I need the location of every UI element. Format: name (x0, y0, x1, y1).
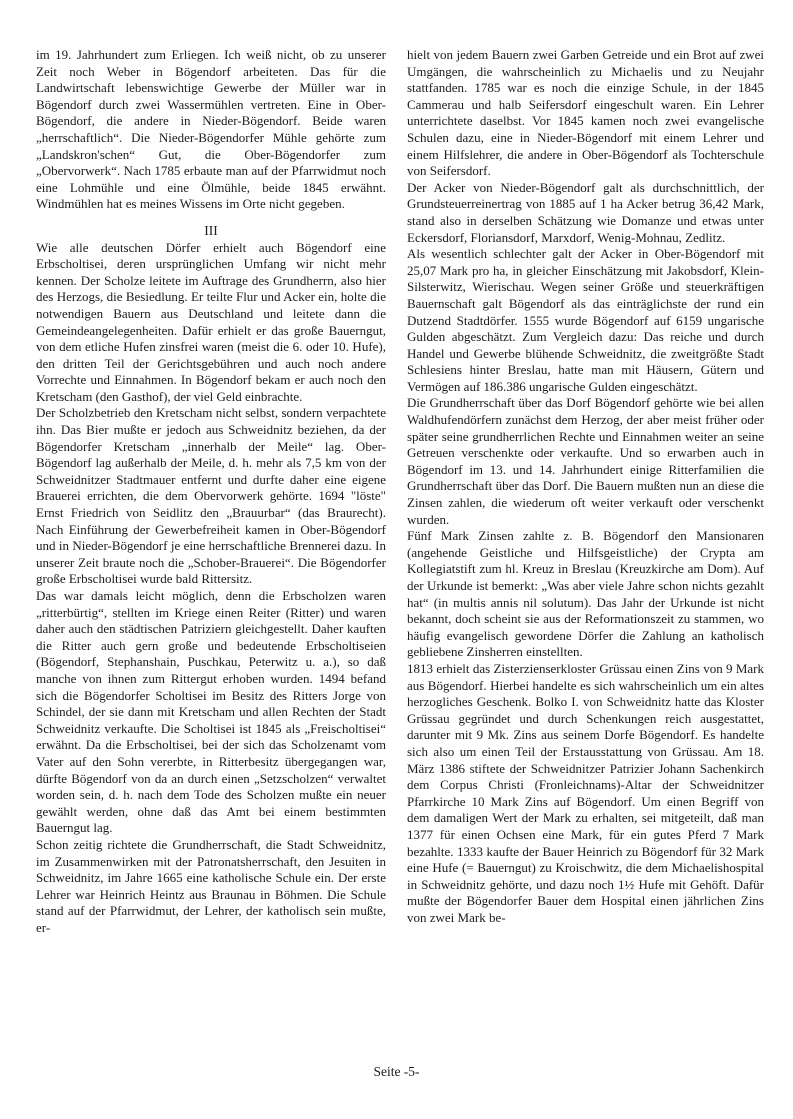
paragraph: Als wesentlich schlechter galt der Acker in Ober-Bögendorf mit 25,07 Mark pro ha, in gleicher Einschätzung mit Jakobsdorf, Klein-Silsterwitz, Wierischau. Wegen seiner Größe und steuerkräftigen Bauernschaft galt Bögendorf als das einträglichste der rund ein Dutzend Stadtdörfer. 1555 wurde Bögendorf auf 6159 ungarische Gulden abgeschätzt. Zum Vergleich dazu: Das reiche und durch Handel und Gewerbe blühende Schweidnitz, die zweitgrößte Stadt Schlesiens hinter Breslau, hatte man mit Häusern, Gütern und Vermögen auf 186.386 ungarische Gulden eingeschätzt. (407, 246, 764, 394)
section-heading: III (204, 222, 218, 238)
paragraph: Das war damals leicht möglich, denn die Erbscholzen waren „ritterbürtig“, stellten im Kriege einen Reiter (Ritter) und waren daher auch den städtischen Patriziern gleichgestellt. Daher kauften die Ritter auch gern große und bedeutende Erbscholtiseien (Bögendorf, Stephanshain, Puschkau, Peterwitz u. a.), so daß manche von ihnen zum Rittergut erhoben wurden. 1494 befand sich die Bögendorfer Scholtisei im Besitz des Ritters Jorge von Schindel, der sie dann mit Kretscham und allen Rechten der Stadt Schweidnitz verkaufte. Die Scholtisei ist 1845 als „Freischoltisei“ erwähnt. Da die Erbscholtisei, bei der sich das Scholzenamt vom Vater auf den Sohn vererbte, in Ritterbesitz übergegangen war, dürfte Bögendorf von da an durch einen „Setzscholzen“ verwaltet worden sein, d. h. nach dem Tode des Scholzen mußte ein neuer gewählt werden, ohne daß das Amt bei einem bestimmten Bauerngut lag. (36, 588, 386, 836)
paragraph: Die Grundherrschaft über das Dorf Bögendorf gehörte wie bei allen Waldhufendörfern zunächst dem Herzog, der aber meist früher oder später seine grundherrlichen Rechte und Einnahmen weiter an seine Getreuen verschenkte oder verkaufte. Und so erwarben auch in Bögendorf im 13. und 14. Jahrhundert einige Ritterfamilien die Grundherrschaft über das Dorf. Die Bauern mußten nun an diese die Zinsen zahlen, die wiederum oft weiter verkauft oder verschenkt wurden. (407, 395, 764, 527)
page-number: Seite -5- (373, 1064, 420, 1079)
paragraph: Der Scholzbetrieb den Kretscham nicht selbst, sondern verpachtete ihn. Das Bier mußte er jedoch aus Schweidnitz beziehen, da der Bögendorfer Kretscham „innerhalb der Meile“ lag. Ober-Bögendorf lag außerhalb der Meile, d. h. mehr als 7,5 km von der Schweidnitzer Stadtmauer entfernt und durfte daher eine eigene Brauerei errichten, die dem Obervorwerk gehörte. 1694 "löste" Ernst Friedrich von Seidlitz den „Brauurbar“ (das Braurecht). Nach Einführung der Gewerbefreiheit kamen in Ober-Bögendorf und in Nieder-Bögendorf je eine herrschaftliche Brennerei dazu. In unserer Zeit braute noch die „Schober-Brauerei“. Die Bögendorfer große Erbscholtisei wurde bald Rittersitz. (36, 405, 386, 587)
right-column (407, 47, 764, 936)
paragraph: hielt von jedem Bauern zwei Garben Getreide und ein Brot auf zwei Umgängen, die wahrscheinlich zu Michaelis und zu Neujahr stattfanden. 1785 war es noch die einzige Schule, in der 1845 Cammerau und halb Seifersdorf eingeschult waren. Ein Lehrer unterrichtete daselbst. Vor 1845 kamen noch zwei evangelische Schulen dazu, eine in Nieder-Bögendorf mit einem Lehrer und einem Hilfslehrer, die andere in Ober-Bögendorf als Tochterschule von Seifersdorf. (407, 47, 764, 179)
left-column (36, 47, 386, 936)
paragraph: Schon zeitig richtete die Grundherrschaft, die Stadt Schweidnitz, im Zusammenwirken mit der Patronatsherrschaft, den Jesuiten in Schweidnitz, im Jahre 1665 eine katholische Schule ein. Der erste Lehrer war Heinrich Heintz aus Braunau in Böhmen. Die Schule stand auf der Pfarrwidmut, der Lehrer, der katholisch sein mußte, er- (36, 836, 386, 935)
paragraph: Der Acker von Nieder-Bögendorf galt als durchschnittlich, der Grundsteuerreinertrag von 1885 auf 1 ha Acker betrug 36,42 Mark, stand also in derselben Schätzung wie Domanze und etwas unter Eckersdorf, Floriansdorf, Marxdorf, Wenig-Mohnau, Zedlitz. (407, 179, 764, 245)
paragraph: Wie alle deutschen Dörfer erhielt auch Bögendorf eine Erbscholtisei, deren ursprünglichen Umfang wir nicht mehr kennen. Der Scholze leitete im Auftrage des Grundherrn, also hier des Herzogs, die Besiedlung. Er teilte Flur und Acker ein, holte die notwendigen Bauern aus Deutschland und leitete dann die Gemeindeangelegenheiten. Dafür erhielt er das große Bauerngut, von dem etliche Hufen zinsfrei waren (meist die 6. oder 10. Hufe), den dritten Teil der Gerichtsgebühren und auch noch andere Vorrechte und Einnahmen. In Bögendorf bekam er auch noch den Kretscham (den Gasthof), der viel Geld einbrachte. (36, 239, 386, 404)
paragraph: Fünf Mark Zinsen zahlte z. B. Bögendorf den Mansionaren (angehende Geistliche und Hilfsgeistliche) der Crypta am Kollegiatstift zum hl. Kreuz in Breslau (Kreuzkirche am Dom). Auf der Urkunde ist bemerkt: „Was aber viele Jahre schon nichts gezahlt hat“ (in multis annis nil solutum). Das Jahr der Urkunde ist nicht bekannt, doch scheint sie aus der Reformationszeit zu stammen, wo häufig evangelisch gewordene Dörfer die Zahlung an katholisch gebliebene Zinsherren einstellten. (407, 528, 764, 660)
paragraph: im 19. Jahrhundert zum Erliegen. Ich weiß nicht, ob zu unserer Zeit noch Weber in Bögendorf arbeiteten. Das für die Landwirtschaft lebenswichtige Gewerbe der Müller war in Bögendorf durch zwei Wassermühlen vertreten. Eine in Ober-Bögendorf, die andere in Nieder-Bögendorf. Beide waren „herrschaftlich“. Die Nieder-Bögendorfer Mühle gehörte zum „Landskron'schen“ Gut, die Ober-Bögendorfer zum „Obervorwerk“. Nach 1785 erbaute man auf der Pfarrwidmut noch eine Lohmühle und eine Ölmühle, beide 1845 erwähnt. Windmühlen hat es meines Wissens im Orte nicht gegeben. (36, 47, 386, 212)
paragraph: 1813 erhielt das Zisterzienserkloster Grüssau einen Zins von 9 Mark aus Bögendorf. Hierbei handelte es sich wahrscheinlich um ein altes herzogliches Geschenk. Bolko I. von Schweidnitz hatte das Kloster Grüssau gegründet und durch Schenkungen reich ausgestattet, darunter mit 9 Mk. Zins aus seinem Dorfe Bögendorf. Es handelte sich also um einen Teil der Erstausstattung von Grüssau. Am 18. März 1386 stiftete der Schweidnitzer Patrizier Johann Sachenkirch dem Corpus Christi (Fronleichnams)-Altar der Schweidnitzer Pfarrkirche 10 Mark Zins auf Bögendorf. Um einen Begriff von dem damaligen Wert der Mark zu erhalten, sei mitgeteilt, daß man 1377 für einen Ochsen eine Mark, für ein gutes Pferd 7 Mark bezahlte. 1333 kaufte der Bauer Heinrich zu Bögendorf für 32 Mark eine Hufe (= Bauerngut) zu Kroischwitz, die dem Michaelishospital in Schweidnitz gehörte, und dazu noch 1½ Hufe mit Gehöft. Dafür mußte der Bögendorfer Bauer dem Hospital einen jährlichen Zins von zwei Mark be- (407, 660, 764, 925)
